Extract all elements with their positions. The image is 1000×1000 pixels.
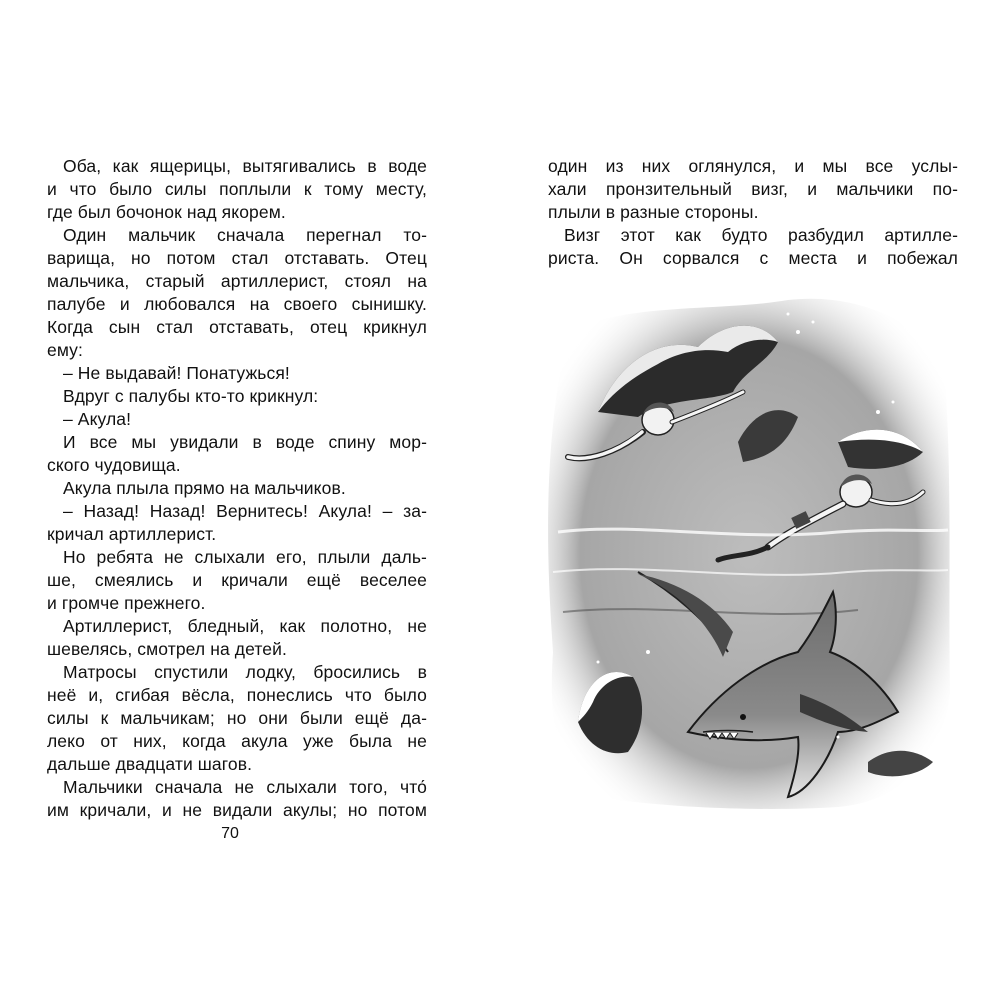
right-page-text	[548, 155, 958, 270]
text-line: леко от них, когда акула уже была не	[47, 731, 427, 751]
text-line: Когда сын стал отставать, отец крикнул	[47, 317, 427, 337]
illustration-svg	[538, 292, 954, 812]
text-line: мальчика, старый артиллерист, стоял на	[47, 271, 427, 291]
text-line: дальше двадцати шагов.	[47, 754, 253, 774]
text-line: Визг этот как будто разбудил артилле-	[564, 225, 958, 245]
text-line: Артиллерист, бледный, как полотно, не	[63, 616, 427, 636]
text-line: им кричали, и не видали акулы; но потом	[47, 800, 427, 820]
text-line: один из них оглянулся, и мы все услы-	[548, 156, 958, 176]
text-line: – Не выдавай! Понатужься!	[63, 363, 290, 383]
text-line: ского чудовища.	[47, 455, 181, 475]
text-line: кричал артиллерист.	[47, 524, 217, 544]
text-line: шевелясь, смотрел на детей.	[47, 639, 287, 659]
text-line: И все мы увидали в воде спину мор-	[63, 432, 427, 452]
text-line: Вдруг с палубы кто-то крикнул:	[63, 386, 319, 406]
text-line: Мальчики сначала не слыхали того, что́	[63, 777, 427, 797]
text-line: ше, смеялись и кричали ещё веселее	[47, 570, 427, 590]
text-line: плыли в разные стороны.	[548, 202, 759, 222]
text-line: риста. Он сорвался с места и побежал	[548, 248, 958, 268]
text-line: неё и, сгибая вёсла, понеслись что было	[47, 685, 427, 705]
text-line: ему:	[47, 340, 83, 360]
text-line: Матросы спустили лодку, бросились в	[63, 662, 427, 682]
text-line: хали пронзительный визг, и мальчики по-	[548, 179, 958, 199]
text-line: Акула плыла прямо на мальчиков.	[63, 478, 346, 498]
text-line: Оба, как ящерицы, вытягивались в воде	[63, 156, 427, 176]
text-line: варища, но потом стал отставать. Отец	[47, 248, 427, 268]
text-line: где был бочонок над якорем.	[47, 202, 286, 222]
text-line: и что было силы поплыли к тому месту,	[47, 179, 427, 199]
text-line: палубе и любовался на своего сынишку.	[47, 294, 427, 314]
text-line: Но ребята не слыхали его, плыли даль-	[63, 547, 427, 567]
text-line: – Акула!	[63, 409, 132, 429]
page-number: 70	[221, 825, 239, 842]
text-line: – Назад! Назад! Вернитесь! Акула! – за-	[63, 501, 427, 521]
text-line: и громче прежнего.	[47, 593, 206, 613]
shark-illustration	[538, 292, 954, 812]
text-line: силы к мальчикам; но они были ещё да-	[47, 708, 427, 728]
left-page-text	[47, 155, 427, 822]
text-line: Один мальчик сначала перегнал то-	[63, 225, 427, 245]
